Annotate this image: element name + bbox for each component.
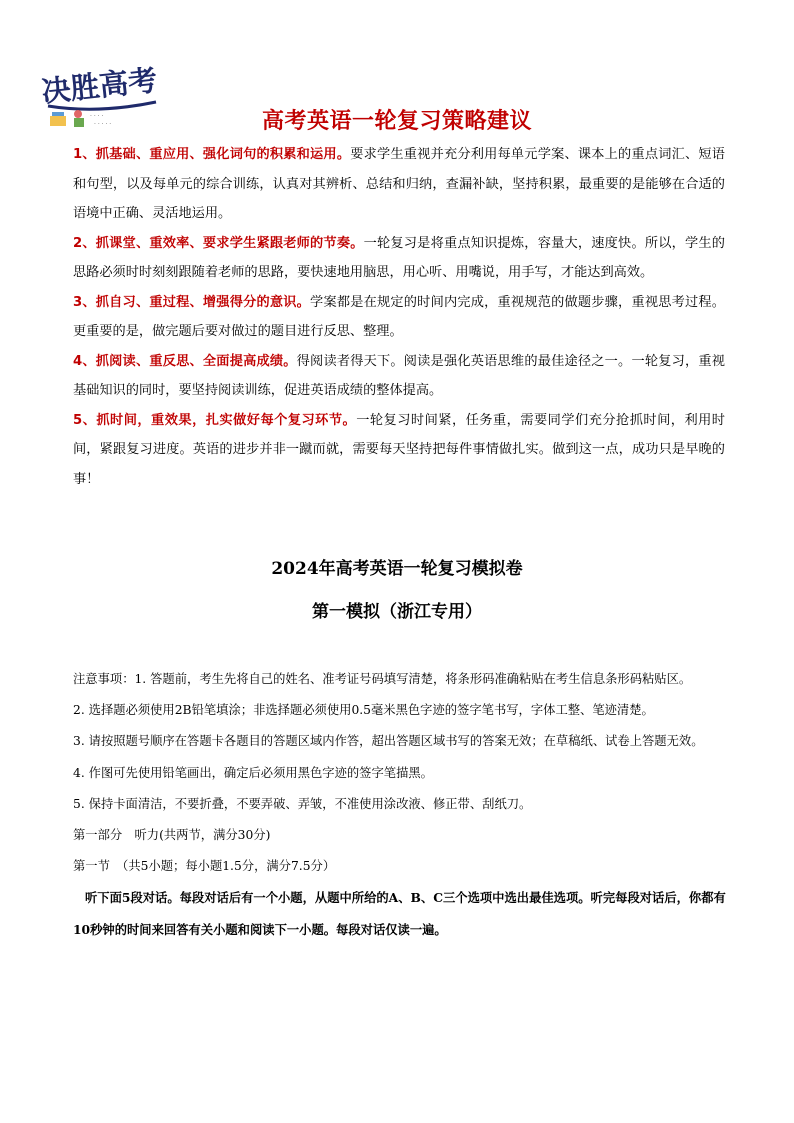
note-2: 2. 选择题必须使用2B铅笔填涂；非选择题必须使用0.5毫米黑色字迹的签字笔书写，字体工整、笔迹清楚。 [73,703,654,718]
exam-subtitle: 第一模拟（浙江专用） [312,602,482,622]
tip-4 [73,347,725,406]
svg-text:· · · ·: · · · · [90,113,104,120]
svg-text:· · · · ·: · · · · · [94,121,112,128]
tip-5-body: 一轮复习时间紧，任务重，需要同学们充分抢抓时间，利用时间，紧跟复习进度。英语的进步并非一蹴而就，需要每天坚持把每件事情做扎实。做到这一点，成功只是早晚的事！ [73,412,725,487]
part-heading: 第一部分 听力(共两节，满分30分) [73,828,271,843]
note-3: 3. 请按照题号顺序在答题卡各题目的答题区域内作答，超出答题区域书写的答案无效；在草稿纸、试卷上答题无效。 [73,734,704,749]
tip-3-body: 学案都是在规定的时间内完成，重视规范的做题步骤，重视思考过程。更重要的是，做完题后要对做过的题目进行反思、整理。 [73,294,725,339]
tip-5-heading: 5、抓时间，重效果，扎实做好每个复习环节。 [73,412,357,428]
note-4: 4. 作图可先使用铅笔画出，确定后必须用黑色字迹的签字笔描黑。 [73,765,433,780]
tip-5 [73,406,725,495]
listening-instruction: 听下面5段对话。每段对话后有一个小题，从题中所给的A、B、C三个选项中选出最佳选项。听完每段对话后，你都有10秒钟的时间来回答有关小题和阅读下一小题。每段对话仅读一遍。 [73,890,726,937]
tip-1-heading: 1、抓基础、重应用、强化词句的积累和运用。 [73,147,351,162]
tip-4-heading: 4、抓阅读、重反思、全面提高成绩。 [73,353,297,369]
tip-4-body: 得阅读者得天下。阅读是强化英语思维的最佳途径之一。一轮复习，重视基础知识的同时，要坚持阅读训练，促进英语成绩的整体提高。 [73,353,725,398]
page-title: 高考英语一轮复习策略建议 [261,109,532,134]
exam-title: 2024年高考英语一轮复习模拟卷 [271,559,523,579]
svg-text:决胜高考: 决胜高考 [39,62,159,109]
tips-list [73,140,725,494]
note-1: 注意事项：1. 答题前，考生先将自己的姓名、准考证号码填写清楚，将条形码准确粘贴在考生信息条形码粘贴区。 [73,672,692,686]
tip-3-heading: 3、抓自习、重过程、增强得分的意识。 [73,294,311,310]
tip-2 [73,229,725,288]
tip-1 [73,140,725,229]
tip-2-body: 一轮复习是将重点知识提炼，容量大，速度快。所以，学生的思路必须时时刻刻跟随着老师的思路，要快速地用脑思，用心听、用嘴说，用手写，才能达到高效。 [73,235,725,280]
exam-notes [73,664,733,945]
section-heading: 第一节 （共5小题；每小题1.5分，满分7.5分） [73,859,336,874]
tip-3 [73,288,725,347]
tip-2-heading: 2、抓课堂、重效率、要求学生紧跟老师的节奏。 [73,235,364,251]
tip-1-body: 要求学生重视并充分利用每单元学案、课本上的重点词汇、短语和句型，以及每单元的综合训练，认真对其辨析、总结和归纳，查漏补缺，坚持积累，最重要的是能够在合适的语境中正确、灵活地运用。 [73,147,725,221]
note-5: 5. 保持卡面清洁，不要折叠，不要弄破、弄皱，不准使用涂改液、修正带、刮纸刀。 [73,796,532,811]
